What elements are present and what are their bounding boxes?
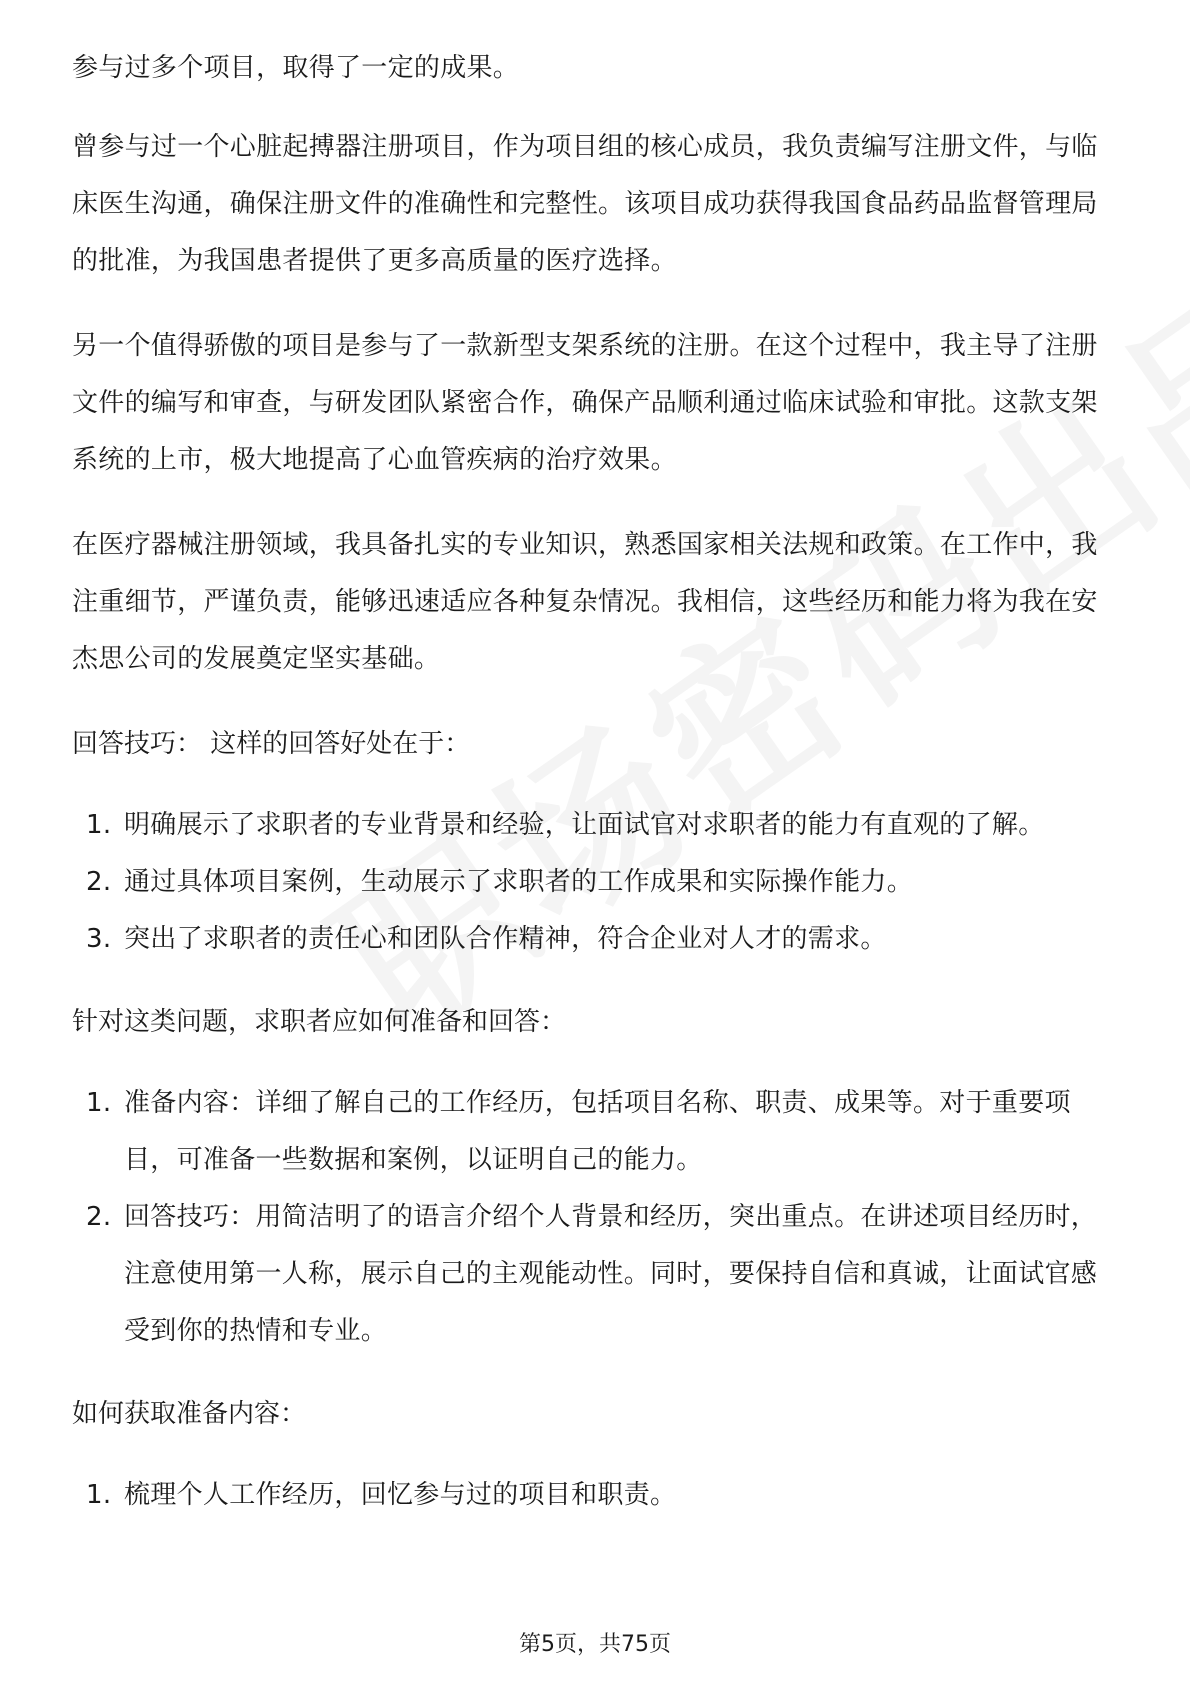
list-item-text: 突出了求职者的责任心和团队合作精神，符合企业对人才的需求。: [124, 924, 887, 954]
list-item-text: 准备内容：详细了解自己的工作经历，包括项目名称、职责、成果等。对于重要项目，可准备一些数据和案例，以证明自己的能力。: [124, 1088, 1071, 1175]
list-number: 1.: [86, 1480, 112, 1510]
list-number: 3.: [86, 924, 112, 954]
list-item: [72, 1467, 1118, 1524]
paragraph-stent-project: 另一个值得骄傲的项目是参与了一款新型支架系统的注册。在这个过程中，我主导了注册文件的编写和审查，与研发团队紧密合作，确保产品顺利通过临床试验和审批。这款支架系统的上市，极大地提高了心血管疾病的治疗效果。: [72, 331, 1098, 475]
section-heading-answer-tips: 回答技巧： 这样的回答好处在于：: [72, 729, 471, 759]
list-item-text: 通过具体项目案例，生动展示了求职者的工作成果和实际操作能力。: [124, 867, 914, 897]
paragraph-expertise: 在医疗器械注册领域，我具备扎实的专业知识，熟悉国家相关法规和政策。在工作中，我注重细节，严谨负责，能够迅速适应各种复杂情况。我相信，这些经历和能力将为我在安杰思公司的发展奠定坚实基础。: [72, 530, 1098, 674]
list-number: 1.: [86, 810, 112, 840]
section-heading-obtain-content: 如何获取准备内容：: [72, 1399, 307, 1429]
list-item-text: 明确展示了求职者的专业背景和经验，让面试官对求职者的能力有直观的了解。: [124, 810, 1045, 840]
list-answer-benefits: [72, 797, 1118, 968]
list-item: [72, 1075, 1118, 1189]
list-item: [72, 854, 1118, 911]
list-item-text: 梳理个人工作经历，回忆参与过的项目和职责。: [124, 1480, 677, 1510]
list-number: 2.: [86, 867, 112, 897]
paragraph-intro: 参与过多个项目，取得了一定的成果。: [72, 53, 520, 83]
list-item: [72, 1189, 1118, 1360]
list-item: [72, 797, 1118, 854]
paragraph-pacemaker-project: 曾参与过一个心脏起搏器注册项目，作为项目组的核心成员，我负责编写注册文件，与临床医生沟通，确保注册文件的准确性和完整性。该项目成功获得我国食品药品监督管理局的批准，为我国患者提供了更多高质量的医疗选择。: [72, 132, 1098, 276]
list-preparation: [72, 1075, 1118, 1360]
list-obtain-content: [72, 1467, 1118, 1524]
list-item: [72, 911, 1118, 968]
document-body: [72, 40, 1118, 1550]
list-item-text: 回答技巧：用简洁明了的语言介绍个人背景和经历，突出重点。在讲述项目经历时，注意使用第一人称，展示自己的主观能动性。同时，要保持自信和真诚，让面试官感受到你的热情和专业。: [124, 1202, 1098, 1346]
section-heading-preparation: 针对这类问题，求职者应如何准备和回答：: [72, 1007, 567, 1037]
list-number: 1.: [86, 1088, 112, 1118]
list-number: 2.: [86, 1202, 112, 1232]
page-footer: 第5页，共75页: [519, 1632, 671, 1657]
